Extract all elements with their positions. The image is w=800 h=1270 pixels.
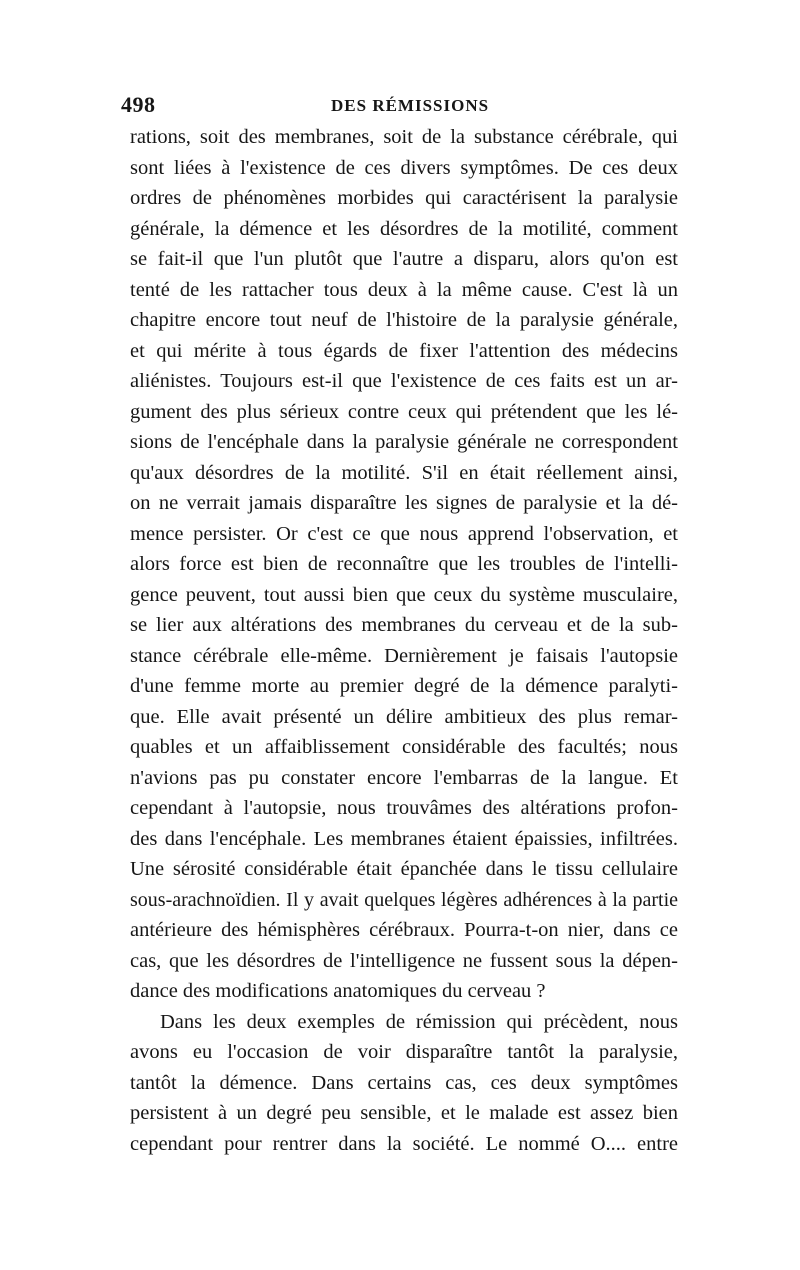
text-line: chapitre encore tout neuf de l'histoire de la paralysie générale,	[130, 309, 678, 331]
text-line: gument des plus sérieux contre ceux qui prétendent que les lé-	[130, 400, 678, 423]
text-line: stance cérébrale elle-même. Dernièrement je faisais l'autopsie	[130, 644, 678, 667]
text-line: aliénistes. Toujours est-il que l'existence de ces faits est un ar-	[130, 370, 678, 392]
text-line: cas, que les désordres de l'intelligence ne fussent sous la dépen-	[130, 949, 678, 972]
text-line: mence persister. Or c'est ce que nous apprend l'observation, et	[130, 522, 678, 545]
text-line: on ne verrait jamais disparaître les signes de paralysie et la dé-	[130, 492, 678, 514]
paragraph-start-line: Dans les deux exemples de rémission qui précèdent, nous	[160, 1010, 678, 1033]
text-line: gence peuvent, tout aussi bien que ceux du système musculaire,	[130, 583, 678, 606]
paragraph-end-line: dance des modifications anatomiques du cerveau ?	[130, 980, 546, 1002]
text-line: et qui mérite à tous égards de fixer l'attention des médecins	[130, 339, 678, 362]
text-line: que. Elle avait présenté un délire ambitieux des plus remar-	[130, 705, 678, 728]
text-line: antérieure des hémisphères cérébraux. Pourra-t-on nier, dans ce	[130, 919, 678, 941]
text-line: cependant pour rentrer dans la société. Le nommé O.... entre	[130, 1132, 678, 1155]
running-title: DES RÉMISSIONS	[331, 96, 490, 115]
text-line: rations, soit des membranes, soit de la substance cérébrale, qui	[130, 126, 678, 148]
text-line: ordres de phénomènes morbides qui caractérisent la paralysie	[130, 187, 678, 209]
text-line: qu'aux désordres de la motilité. S'il en était réellement ainsi,	[130, 461, 678, 484]
text-line: se lier aux altérations des membranes du cerveau et de la sub-	[130, 614, 678, 636]
running-head	[121, 92, 681, 120]
text-line: avons eu l'occasion de voir disparaître tantôt la paralysie,	[130, 1041, 678, 1063]
text-line: cependant à l'autopsie, nous trouvâmes des altérations profon-	[130, 797, 678, 819]
text-line: Une sérosité considérable était épanchée dans le tissu cellulaire	[130, 858, 678, 880]
text-line: persistent à un degré peu sensible, et le malade est assez bien	[130, 1102, 678, 1124]
page-number: 498	[121, 92, 156, 117]
text-line: se fait-il que l'un plutôt que l'autre a disparu, alors qu'on est	[130, 248, 678, 270]
text-line: quables et un affaiblissement considérable des facultés; nous	[130, 736, 678, 758]
text-line: sions de l'encéphale dans la paralysie générale ne correspondent	[130, 431, 678, 453]
text-line: tantôt la démence. Dans certains cas, ces deux symptômes	[130, 1071, 678, 1094]
text-line: d'une femme morte au premier degré de la démence paralyti-	[130, 675, 678, 697]
text-line: tenté de les rattacher tous deux à la même cause. C'est là un	[130, 278, 678, 301]
text-line: n'avions pas pu constater encore l'embarras de la langue. Et	[130, 766, 678, 789]
text-line: alors force est bien de reconnaître que les troubles de l'intelli-	[130, 553, 678, 575]
text-line: générale, la démence et les désordres de la motilité, comment	[130, 217, 678, 240]
text-line: des dans l'encéphale. Les membranes étaient épaissies, infiltrées.	[130, 827, 678, 850]
body-text	[130, 122, 678, 1159]
text-line: sont liées à l'existence de ces divers symptômes. De ces deux	[130, 156, 678, 179]
text-line: sous-arachnoïdien. Il y avait quelques légères adhérences à la partie	[130, 888, 678, 911]
